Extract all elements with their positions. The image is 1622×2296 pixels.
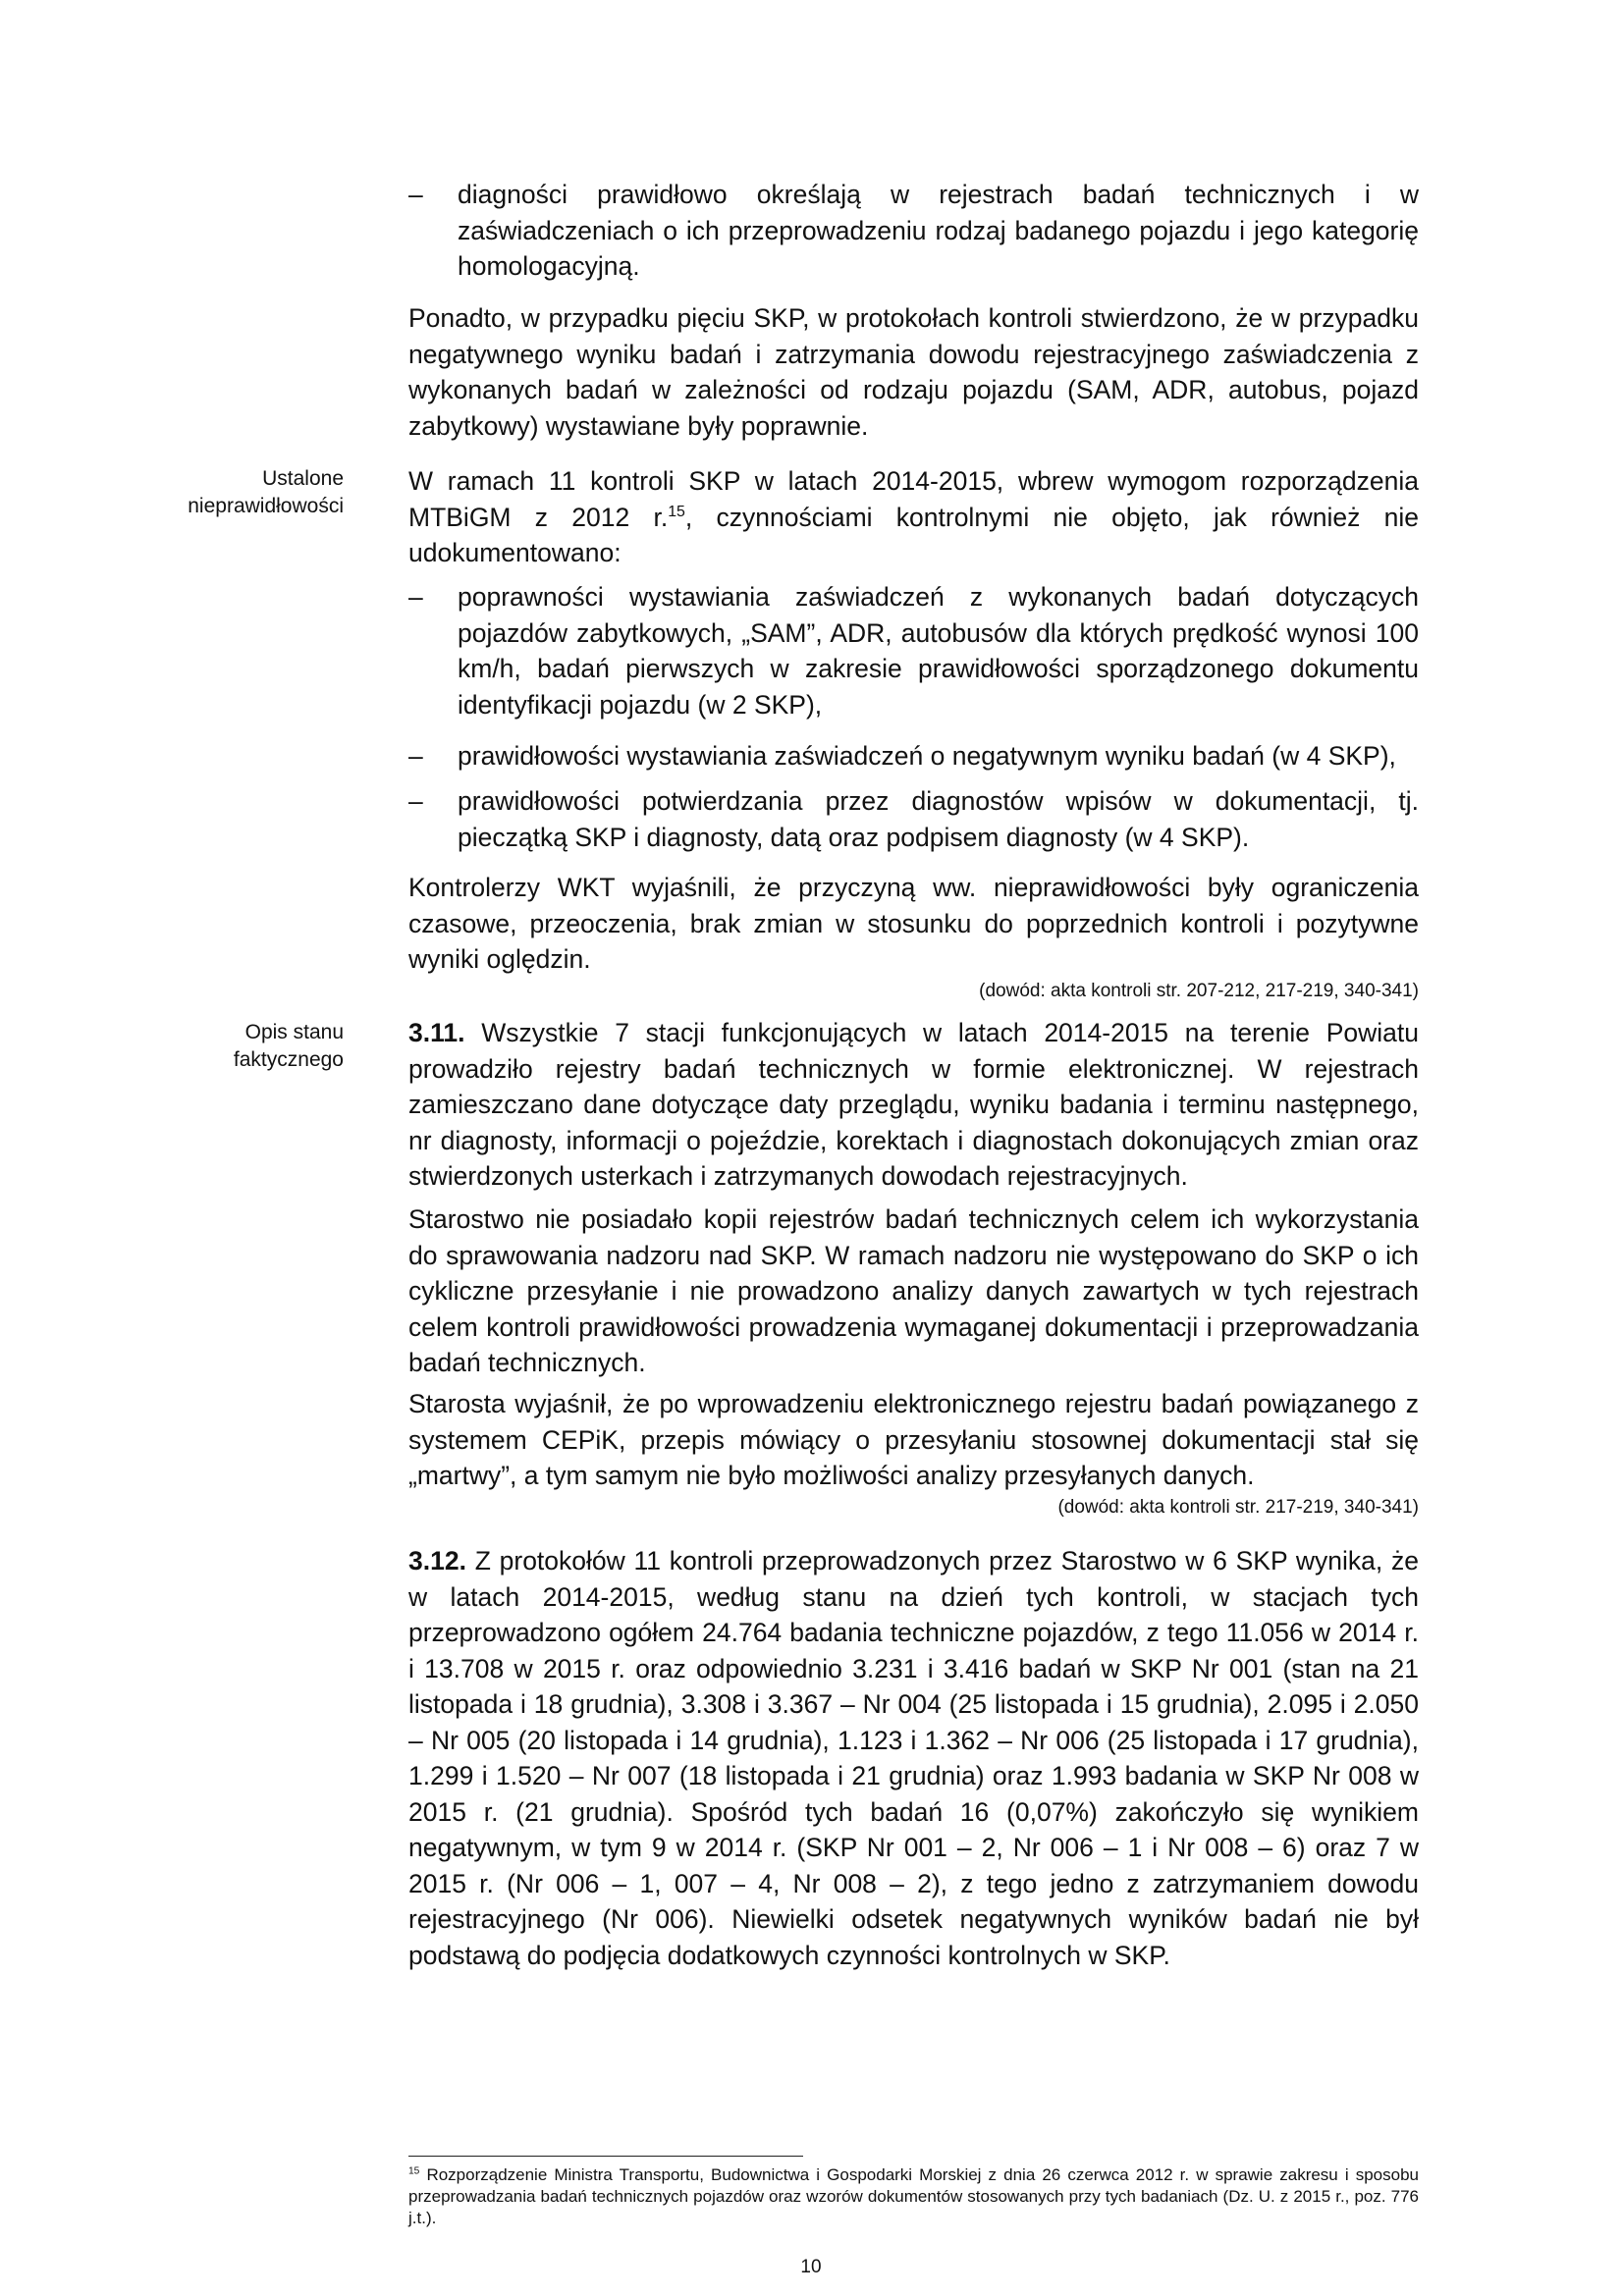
evidence-note: (dowód: akta kontroli str. 207-212, 217-219, 340-341) — [979, 981, 1419, 1001]
footnote-marker: 15 — [408, 2165, 420, 2177]
section-number: 3.11. — [408, 1018, 465, 1047]
section-3-11 — [408, 1015, 1419, 1195]
irregularities-explanation — [408, 870, 1419, 978]
evidence-note: (dowód: akta kontroli str. 217-219, 340-341) — [1057, 1497, 1419, 1518]
explanation-text: Kontrolerzy WKT wyjaśnili, że przyczyną ww. nieprawidłowości były ograniczenia czasowe, przeoczenia, brak zmian w stosunku do poprzednich kontroli i pozytywne wyniki oględzin. — [408, 873, 1419, 974]
footnote — [408, 2164, 1419, 2229]
footnote-reference[interactable]: 15 — [668, 503, 685, 520]
section-3-12-text — [408, 1543, 1419, 1973]
intro-text-continued: , czynnościami kontrolnymi nie objęto, jak również nie udokumentowano: — [408, 502, 1419, 567]
intro-text: W ramach 11 kontroli SKP w latach 2014-2015, wbrew wymogom rozporządzenia MTBiGM z 2012 r. — [408, 466, 1419, 532]
list-item: – poprawności wystawiania zaświadczeń z wykonanych badań dotyczących pojazdów zabytkowych, „SAM”, ADR, autobusów dla których prędkość wynosi 100 km/h, badań pierwszych w zakresie prawidłowości sporządzonego dokumentu identyfikacji pojazdu (w 2 SKP), — [408, 579, 1419, 722]
page-number: 10 — [800, 2257, 822, 2277]
footnote-text: Rozporządzenie Ministra Transportu, Budownictwa i Gospodarki Morskiej z dnia 26 czerwca 2012 r. w sprawie zakresu i sposobu przeprowadzania badań technicznych pojazdów oraz wzorów dokumentów stosowanych przy tych badaniach (Dz. U. z 2015 r., poz. 776 j.t.). — [408, 2165, 1419, 2227]
paragraph-ponadto — [408, 300, 1419, 444]
side-label-irregularities: Ustalone nieprawidłowości — [188, 467, 344, 517]
section-3-11-p3-block — [408, 1386, 1419, 1494]
section-3-11-p3: Starosta wyjaśnił, że po wprowadzeniu elektronicznego rejestru badań powiązanego z systemem CEPiK, przepis mówiący o przesyłaniu stosownej dokumentacji stał się „martwy”, a tym samym nie było możliwości analizy przesyłanych danych. — [408, 1389, 1419, 1490]
side-label-facts: Opis stanu faktycznego — [233, 1021, 344, 1071]
irregularities-list-2 — [408, 738, 1419, 774]
irregularities-intro — [408, 463, 1419, 571]
section-3-11-p1 — [408, 1015, 1419, 1195]
irregularities-list-3 — [408, 783, 1419, 855]
paragraph-text: Ponadto, w przypadku pięciu SKP, w protokołach kontroli stwierdzono, że w przypadku negatywnego wyniku badań i zatrzymania dowodu rejestracyjnego zaświadczenia z wykonanych badań w zależności od rodzaju pojazdu (SAM, ADR, autobus, pojazd zabytkowy) wystawiane były poprawnie. — [408, 303, 1419, 441]
section-text: Wszystkie 7 stacji funkcjonujących w latach 2014-2015 na terenie Powiatu prowadziło rejestry badań technicznych w formie elektronicznej. W rejestrach zamieszczano dane dotyczące daty przeglądu, wyniku badania i terminu następnego, nr diagnosty, informacji o pojeździe, korektach i diagnostach dokonujących zmian oraz stwierdzonych usterkach i zatrzymanych dowodach rejestracyjnych. — [408, 1018, 1419, 1191]
section-3-11-p2-block — [408, 1201, 1419, 1381]
section-3-11-p2: Starostwo nie posiadało kopii rejestrów badań technicznych celem ich wykorzystania do sprawowania nadzoru nad SKP. W ramach nadzoru nie występowano do SKP o ich cykliczne przesyłanie i nie prowadzono analizy danych zawartych w tych rejestrach celem kontroli prawidłowości prowadzenia wymaganej dokumentacji i przeprowadzania badań technicznych. — [408, 1204, 1419, 1377]
irregularities-list — [408, 579, 1419, 722]
list-item: – prawidłowości wystawiania zaświadczeń o negatywnym wyniku badań (w 4 SKP), — [408, 738, 1419, 774]
footnote-divider — [408, 2156, 803, 2157]
section-number: 3.12. — [408, 1546, 466, 1575]
list-item: – prawidłowości potwierdzania przez diagnostów wpisów w dokumentacji, tj. pieczątką SKP i diagnosty, datą oraz podpisem diagnosty (w 4 SKP). — [408, 783, 1419, 855]
irregularities-section — [408, 463, 1419, 571]
list-item: – diagności prawidłowo określają w rejestrach badań technicznych i w zaświadczeniach o ich przeprowadzeniu rodzaj badanego pojazdu i jego kategorię homologacyjną. — [408, 177, 1419, 285]
top-list — [408, 177, 1419, 285]
section-text: Z protokołów 11 kontroli przeprowadzonych przez Starostwo w 6 SKP wynika, że w latach 2014-2015, według stanu na dzień tych kontroli, w stacjach tych przeprowadzono ogółem 24.764 badania techniczne pojazdów, z tego 11.056 w 2014 r. i 13.708 w 2015 r. oraz odpowiednio 3.231 i 3.416 badań w SKP Nr 001 (stan na 21 listopada i 18 grudnia), 3.308 i 3.367 – Nr 004 (25 listopada i 15 grudnia), 2.095 i 2.050 – Nr 005 (20 listopada i 14 grudnia), 1.123 i 1.362 – Nr 006 (25 listopada i 17 grudnia), 1.299 i 1.520 – Nr 007 (18 listopada i 21 grudnia) oraz 1.993 badania w SKP Nr 008 w 2015 r. (21 grudnia). Spośród tych badań 16 (0,07%) zakończyło się wynikiem negatywnym, w tym 9 w 2014 r. (SKP Nr 001 – 2, Nr 006 – 1 i Nr 008 – 6) oraz 7 w 2015 r. (Nr 006 – 1, 007 – 4, Nr 008 – 2), z tego jedno z zatrzymaniem dowodu rejestracyjnego (Nr 006). Niewielki odsetek negatywnych wyników badań nie był podstawą do podjęcia dodatkowych czynności kontrolnych w SKP. — [408, 1546, 1419, 1970]
section-3-12 — [408, 1543, 1419, 1973]
